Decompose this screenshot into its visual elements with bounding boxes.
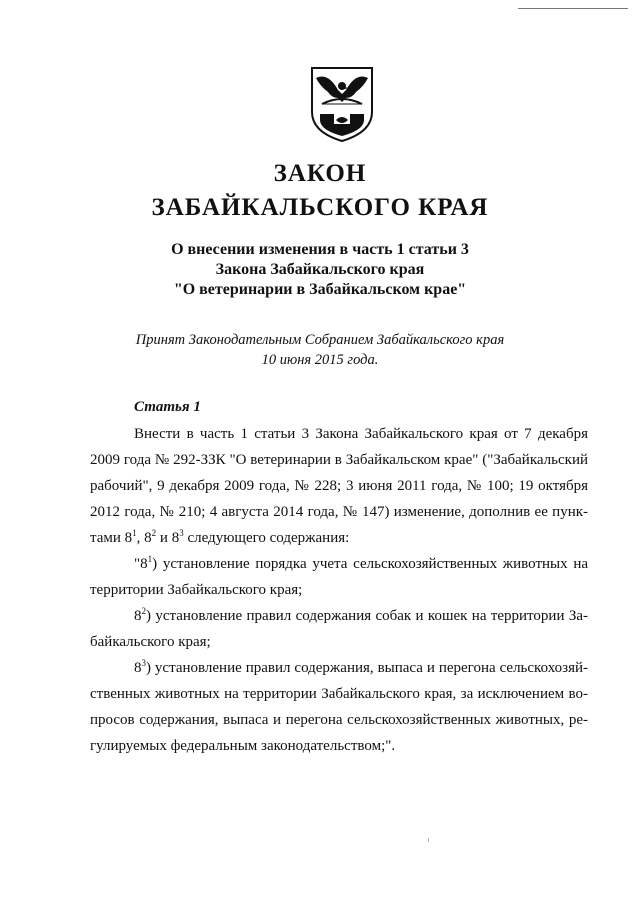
list-item-continuation: территории Забайкальского края; (90, 582, 303, 598)
paragraph-line: тами $8^1$, $8^2$ и $8^3$ следующего содержания: (90, 528, 350, 546)
list-item: $8^3$) установление правил содержания, выпаса и перегона сельскохозяй- (134, 658, 588, 676)
adoption-note: Принят Законодательным Собранием Забайкальского края (135, 332, 505, 348)
paragraph-line: 2012 года, № 210; 4 августа 2014 года, № 147) изменение, дополнив ее пунк- (90, 504, 588, 520)
list-item: "$8^1$) установление порядка учета сельскохозяйственных животных на (134, 554, 588, 572)
list-item-continuation: ственных животных на территории Забайкальского края, за исключением во- (90, 686, 588, 702)
paragraph-line: 2009 года № 292-ЗЗК "О ветеринарии в Забайкальском крае" ("Забайкальский (90, 452, 588, 468)
paragraph-line: рабочий", 9 декабря 2009 года, № 228; 3 июня 2011 года, № 100; 19 октября (90, 478, 588, 494)
subtitle-line: О внесении изменения в часть 1 статьи 3 (171, 241, 469, 258)
list-item-continuation: байкальского края; (90, 634, 211, 650)
document-title: ЗАКОН (273, 160, 367, 187)
coat-of-arms-icon (308, 64, 376, 144)
article-heading: Статья 1 (134, 399, 201, 415)
header-rule (518, 8, 628, 9)
subtitle-line: Закона Забайкальского края (215, 261, 425, 278)
scan-mark (428, 838, 429, 842)
document-title-region: ЗАБАЙКАЛЬСКОГО КРАЯ (151, 194, 489, 221)
list-item-continuation: просов содержания, выпаса и перегона сельскохозяйственных животных, ре- (90, 712, 588, 728)
list-item: $8^2$) установление правил содержания собак и кошек на территории За- (134, 606, 588, 624)
subtitle-line: "О ветеринарии в Забайкальском крае" (173, 281, 467, 298)
adoption-date: 10 июня 2015 года. (261, 352, 379, 368)
list-item-continuation: гулируемых федеральным законодательством;". (90, 738, 396, 754)
paragraph-line: Внести в часть 1 статьи 3 Закона Забайкальского края от 7 декабря (134, 426, 588, 442)
article-body (90, 421, 588, 759)
